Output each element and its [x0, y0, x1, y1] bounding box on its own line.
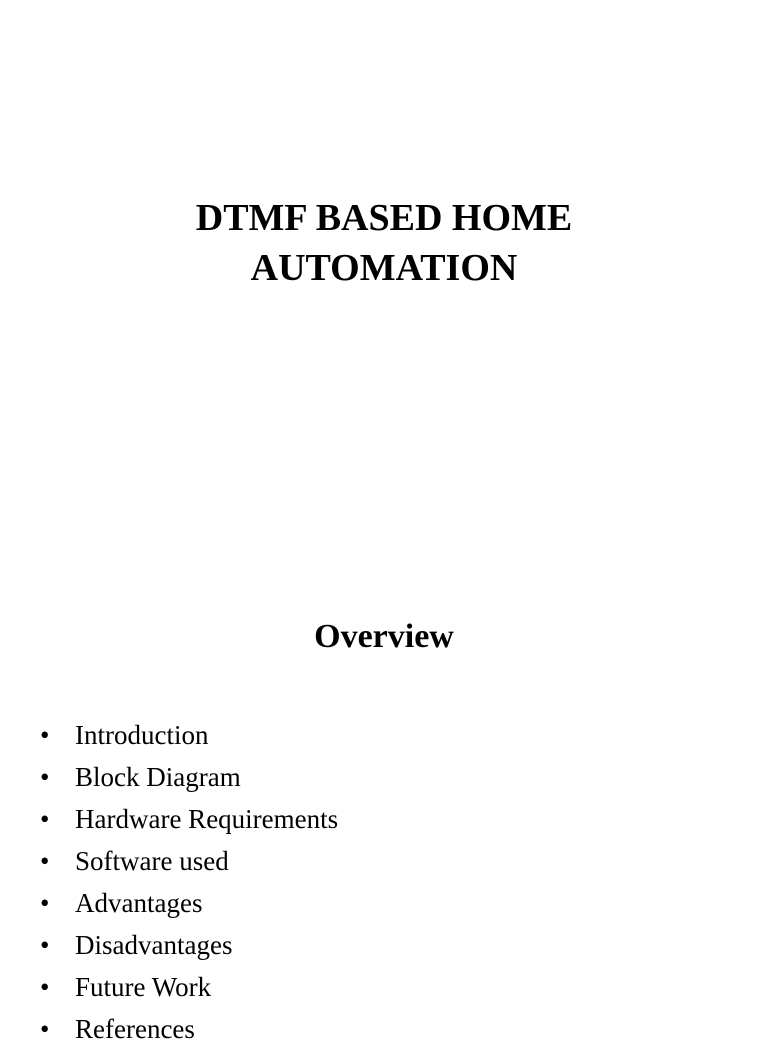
- list-item-label: Disadvantages: [75, 930, 233, 960]
- list-item-block-diagram: [40, 756, 338, 798]
- bullet-icon: •: [40, 804, 50, 834]
- overview-heading: Overview: [314, 618, 454, 655]
- list-item-label: Advantages: [75, 888, 203, 918]
- list-item-references: [40, 1008, 338, 1050]
- overview-slide: [0, 576, 768, 1044]
- list-item-label: References: [75, 1014, 195, 1044]
- slide-title-line-1: DTMF BASED HOME: [195, 197, 573, 239]
- list-item-advantages: [40, 882, 338, 924]
- overview-list: [40, 714, 338, 1050]
- list-item-label: Block Diagram: [75, 762, 241, 792]
- list-item-hardware-requirements: [40, 798, 338, 840]
- bullet-icon: •: [40, 720, 50, 750]
- list-item-disadvantages: [40, 924, 338, 966]
- list-item-label: Hardware Requirements: [75, 804, 339, 834]
- bullet-icon: •: [40, 1014, 50, 1044]
- bullet-icon: •: [40, 972, 50, 1002]
- list-item-label: Introduction: [75, 720, 209, 750]
- list-item-future-work: [40, 966, 338, 1008]
- list-item-label: Future Work: [75, 972, 212, 1002]
- list-item-label: Software used: [75, 846, 229, 876]
- list-item-software-used: [40, 840, 338, 882]
- bullet-icon: •: [40, 930, 50, 960]
- bullet-icon: •: [40, 762, 50, 792]
- slide-title-line-2: AUTOMATION: [250, 247, 518, 289]
- slide-title: [0, 193, 768, 293]
- list-item-introduction: [40, 714, 338, 756]
- bullet-icon: •: [40, 888, 50, 918]
- bullet-icon: •: [40, 846, 50, 876]
